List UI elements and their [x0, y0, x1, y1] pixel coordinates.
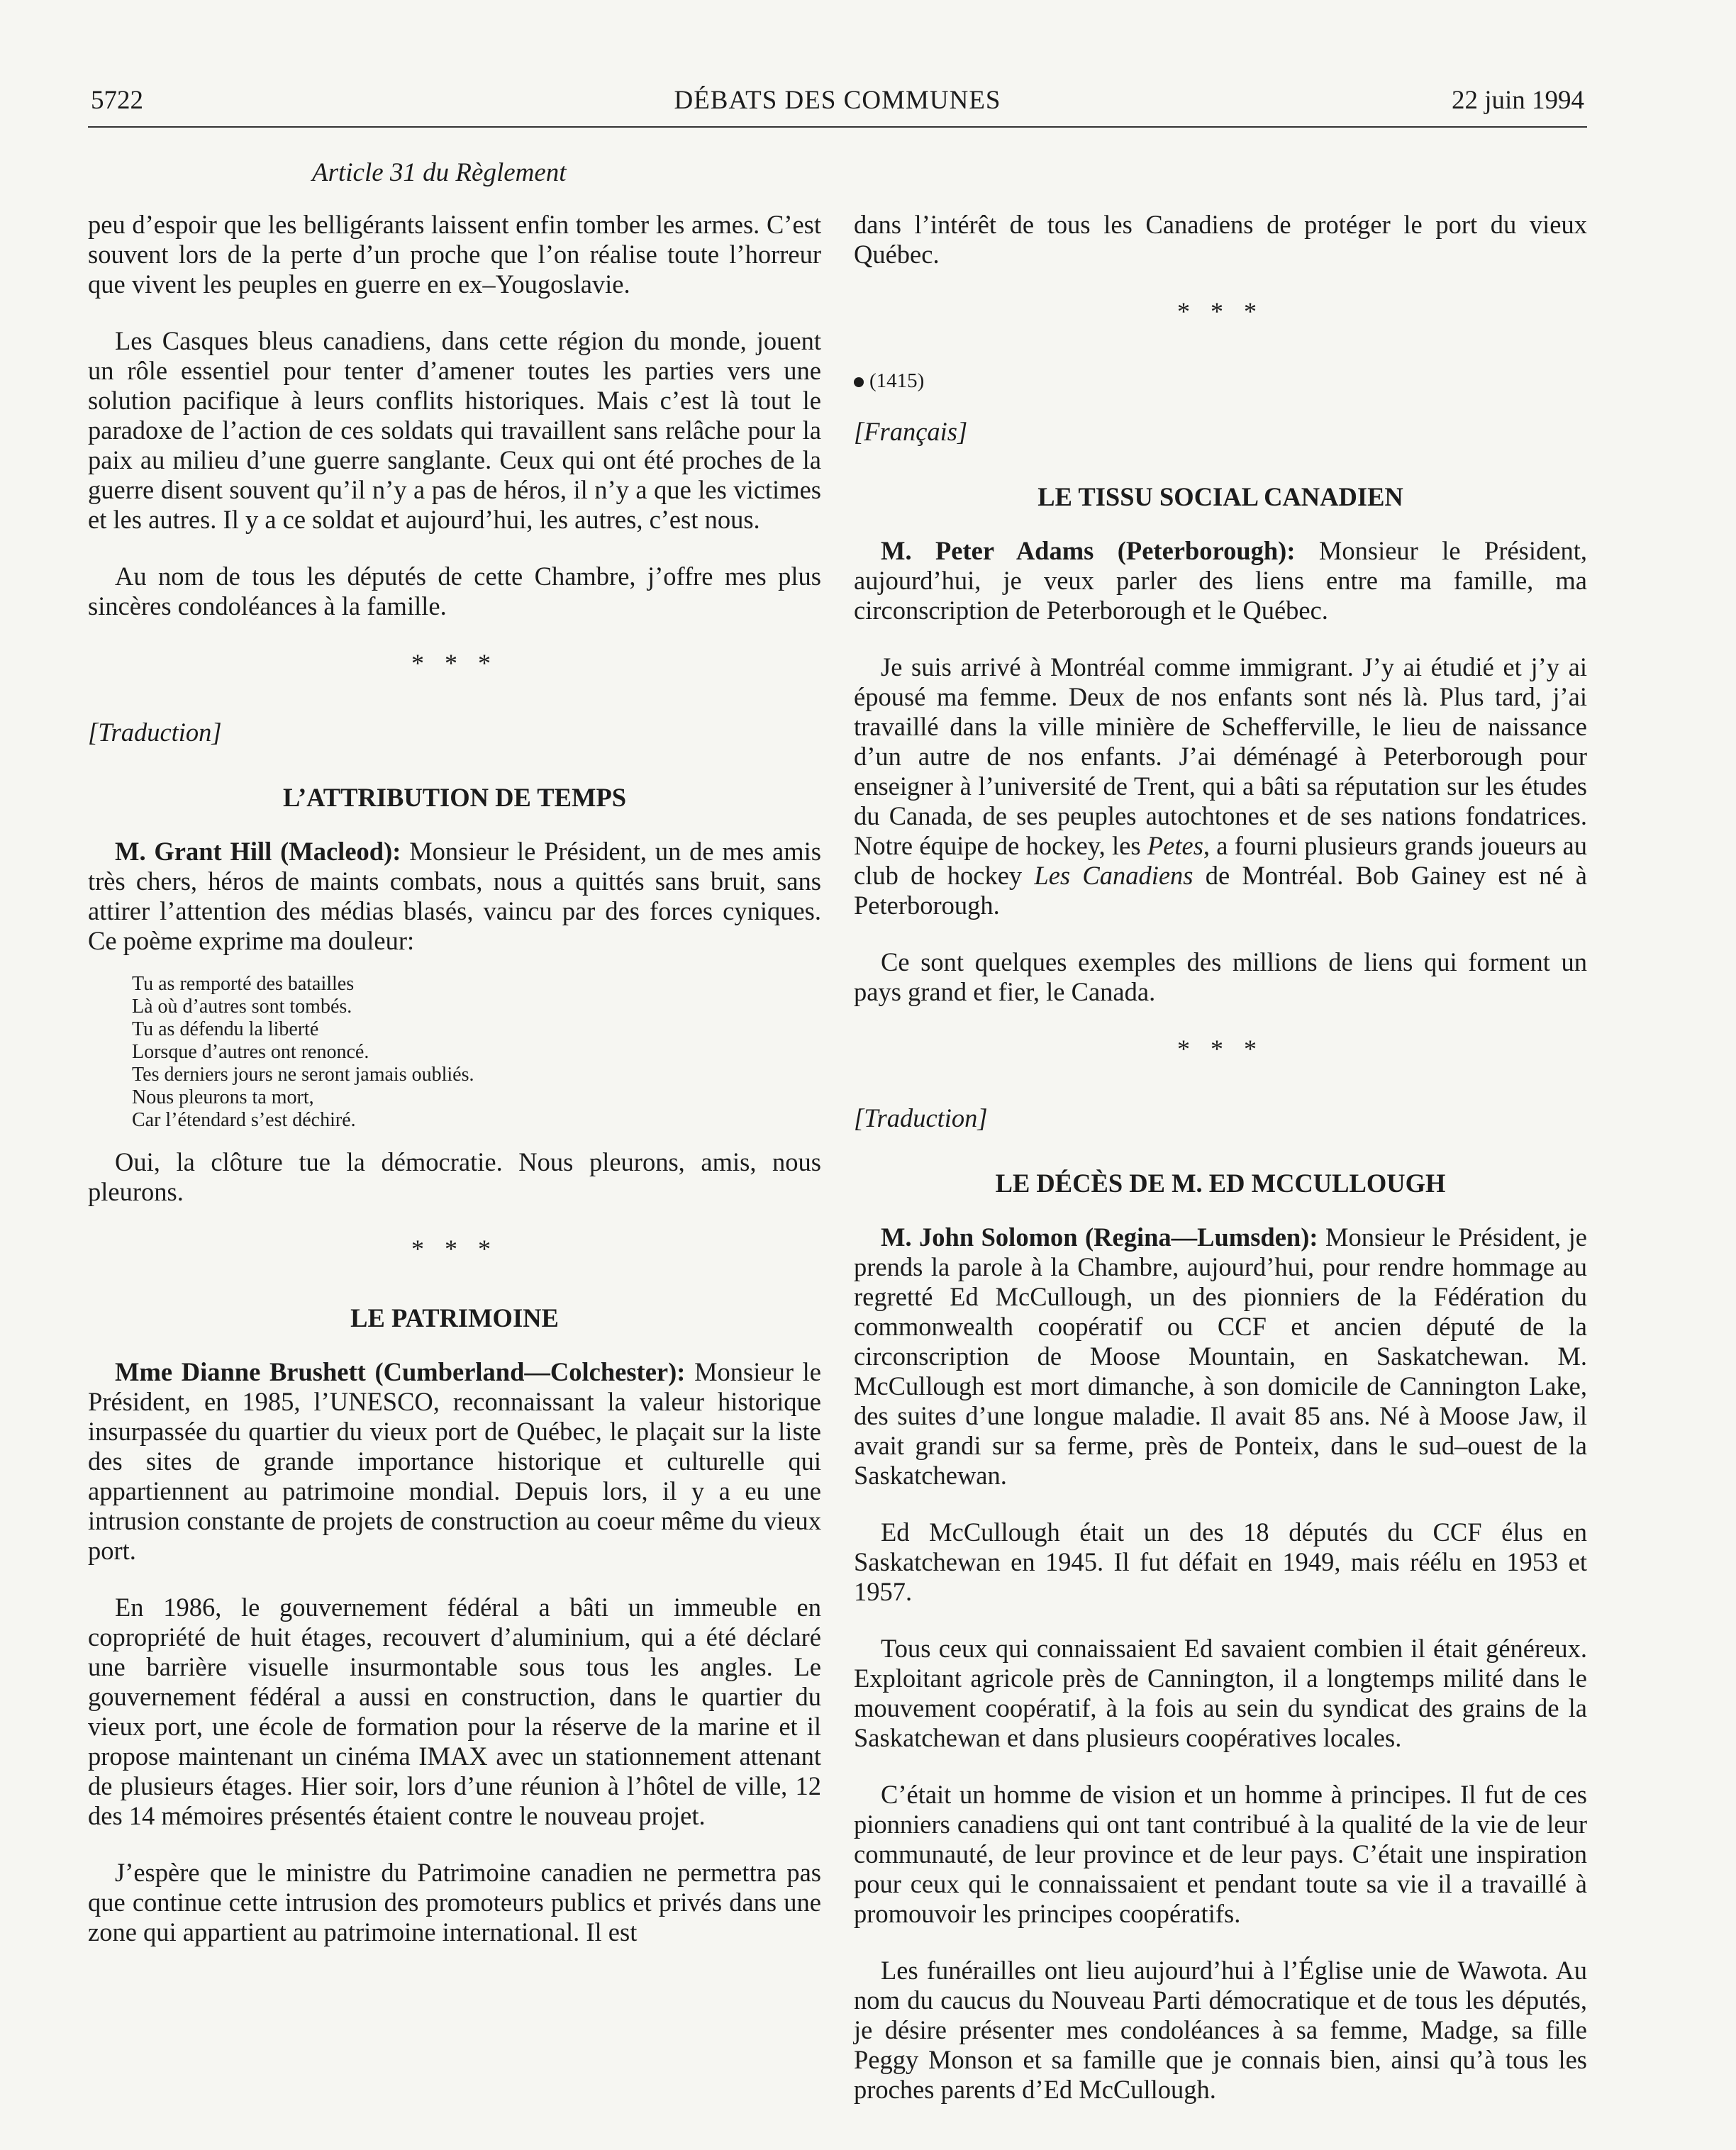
page-number: 5722 — [91, 86, 143, 115]
poem-line: Tu as remporté des batailles — [132, 973, 355, 995]
publication-date: 22 juin 1994 — [1451, 86, 1584, 115]
paragraph: Au nom de tous les députés de cette Chambre, j’offre mes plus sincères condoléances à la famille. — [88, 562, 821, 620]
paragraph: Ce sont quelques exemples des millions de liens qui forment un pays grand et fier, le Canada. — [854, 947, 1587, 1006]
poem-line: Tu as défendu la liberté — [132, 1018, 319, 1040]
team-name: Petes — [1147, 831, 1203, 860]
section-heading: LE PATRIMOINE — [350, 1303, 559, 1332]
left-column — [88, 210, 821, 1974]
paragraph: peu d’espoir que les belligérants laissent enfin tomber les armes. C’est souvent lors de la perte d’un proche que l’on réalise toute l’horreur que vivent les peuples en guerre en ex–Yougoslavie. — [88, 210, 821, 299]
paragraph: En 1986, le gouvernement fédéral a bâti un immeuble en copropriété de huit étages, recouvert d’aluminium, qui a été déclaré une barrière visuelle insurmontable sous tous les angles. Le gouvernement fédéral a aussi en construction, dans le quartier du vieux port, une école de formation pour la réserve de la marine et il propose maintenant un cinéma IMAX avec un stationnement attenant de plusieurs étages. Hier soir, lors d’une réunion à l’hôtel de ville, 12 des 14 mémoires présentés étaient contre le nouveau projet. — [88, 1593, 821, 1830]
paragraph-text: , a fourni plusieurs grands joueurs au club de hockey — [854, 831, 1587, 890]
paragraph: Oui, la clôture tue la démocratie. Nous pleurons, amis, nous pleurons. — [88, 1147, 821, 1206]
paragraph: Tous ceux qui connaissaient Ed savaient combien il était généreux. Exploitant agricole près de Cannington, il a longtemps milité dans le mouvement coopératif, à la fois au sein du syndicat des grains de la Saskatchewan et dans plusieurs coopératives locales. — [854, 1634, 1587, 1752]
club-name: Les Canadiens — [1034, 861, 1194, 890]
section-heading: L’ATTRIBUTION DE TEMPS — [282, 783, 627, 812]
speaker-name: M. Grant Hill (Macleod): — [115, 837, 401, 866]
paragraph: Les funérailles ont lieu aujourd’hui à l’Église unie de Wawota. Au nom du caucus du Nouveau Parti démocratique et de tous les députés, je désire présenter mes condoléances à sa femme, Madge, sa fille Peggy Monson et sa famille que je connais bien, ainsi qu’à tous les proches parents d’Ed McCullough. — [854, 1956, 1587, 2104]
speaker-name: M. John Solomon (Regina—Lumsden): — [881, 1222, 1318, 1252]
language-tag: [Français] — [854, 417, 968, 446]
section-heading: LE TISSU SOCIAL CANADIEN — [1037, 482, 1403, 511]
timestamp-text: (1415) — [869, 369, 925, 392]
statement-text: Monsieur le Président, en 1985, l’UNESCO, reconnaissant la valeur historique insurpassée du quartier du vieux port de Québec, le plaçait sur la liste des sites de grande importance historique et culturelle qui appartiennent au patrimoine mondial. Depuis lors, il y a eu une intrusion constante de projets de construction au coeur même du vieux port. — [88, 1357, 821, 1565]
language-tag: [Traduction] — [88, 718, 222, 747]
page-header — [88, 85, 1587, 128]
paragraph: Les Casques bleus canadiens, dans cette région du monde, jouent un rôle essentiel pour tenter d’amener toutes les parties vers une solution pacifique à leurs conflits historiques. Mais c’est là tout le paradoxe de l’action de ces soldats qui travaillent sans relâche pour la paix au milieu d’une guerre sanglante. Ceux qui ont été proches de la guerre disent souvent qu’il n’y a pas de héros, il n’y a que les victimes et les autres. Il y a ce soldat et aujourd’hui, les autres, c’est nous. — [88, 326, 821, 534]
section-separator: * * * — [1177, 297, 1264, 325]
poem-line: Car l’étendard s’est déchiré. — [132, 1109, 356, 1131]
rubric: Article 31 du Règlement — [312, 158, 567, 187]
paragraph: J’espère que le ministre du Patrimoine canadien ne permettra pas que continue cette intrusion des promoteurs publics et privés dans une zone qui appartient au patrimoine international. Il est — [88, 1858, 821, 1946]
poem-line: Nous pleurons ta mort, — [132, 1086, 314, 1108]
statement-text: Monsieur le Président, aujourd’hui, je veux parler des liens entre ma famille, ma circonscription de Peterborough et le Québec. — [854, 536, 1587, 625]
section-heading: LE DÉCÈS DE M. ED MCCULLOUGH — [995, 1169, 1446, 1198]
paragraph: Ed McCullough était un des 18 députés du CCF élus en Saskatchewan en 1945. Il fut défait en 1949, mais réélu en 1953 et 1957. — [854, 1517, 1587, 1606]
poem-line: Lorsque d’autres ont renoncé. — [132, 1041, 369, 1063]
statement-text: Monsieur le Président, je prends la parole à la Chambre, aujourd’hui, pour rendre hommage au regretté Ed McCullough, un des pionniers de la Fédération du commonwealth coopératif ou CCF et ancien député de la circonscription de Moose Mountain, en Saskatchewan. M. McCullough est mort dimanche, à son domicile de Cannington Lake, des suites d’une longue maladie. Il avait 85 ans. Né à Moose Jaw, il avait grandi sur sa ferme, près de Ponteix, dans le sud–ouest de la Saskatchewan. — [854, 1222, 1588, 1490]
statement-paragraph — [854, 536, 1587, 625]
right-column — [854, 210, 1587, 2132]
poem-line: Tes derniers jours ne seront jamais oubliés. — [132, 1064, 474, 1086]
paragraph-text: Je suis arrivé à Montréal comme immigrant. J’y ai étudié et j’y ai épousé ma femme. Deux de nos enfants sont nés là. Plus tard, j’ai travaillé dans la ville minière de Schefferville, le lieu de naissance d’un autre de nos enfants. J’ai déménagé à Peterborough pour enseigner à l’université de Trent, qui a bâti sa réputation sur les études du Canada, de ses peuples autochtones et de ses nations fondatrices. Notre équipe de hockey, les — [854, 652, 1587, 860]
speaker-name: Mme Dianne Brushett (Cumberland—Colchester): — [115, 1357, 686, 1386]
language-tag: [Traduction] — [854, 1103, 988, 1132]
statement-text: Monsieur le Président, un de mes amis très chers, héros de maints combats, nous a quittés sans bruit, sans attirer l’attention des médias blasés, vaincu par des forces cyniques. Ce poème exprime ma douleur: — [88, 837, 821, 955]
speaker-name: M. Peter Adams (Peterborough): — [881, 536, 1296, 565]
section-separator: * * * — [411, 649, 498, 677]
publication-title: DÉBATS DES COMMUNES — [674, 86, 1001, 115]
timestamp — [854, 366, 1587, 396]
paragraph: dans l’intérêt de tous les Canadiens de protéger le port du vieux Québec. — [854, 210, 1587, 269]
poem — [132, 973, 821, 1132]
paragraph-text: de Montréal. Bob Gainey est né à Peterborough. — [854, 861, 1588, 920]
paragraph: C’était un homme de vision et un homme à principes. Il fut de ces pionniers canadiens qui ont tant contribué à la qualité de la vie de leur communauté, de leur province et de leur pays. C’était une inspiration pour ceux qui le connaissaient et pendant toute sa vie il a travaillé à promouvoir les principes coopératifs. — [854, 1780, 1587, 1928]
bullet-icon — [854, 377, 864, 387]
statement-paragraph — [88, 1357, 821, 1566]
section-separator: * * * — [411, 1235, 498, 1263]
poem-line: Là où d’autres sont tombés. — [132, 996, 352, 1018]
statement-paragraph — [88, 837, 821, 956]
paragraph — [854, 652, 1587, 920]
statement-paragraph — [854, 1222, 1587, 1491]
section-separator: * * * — [1177, 1035, 1264, 1063]
